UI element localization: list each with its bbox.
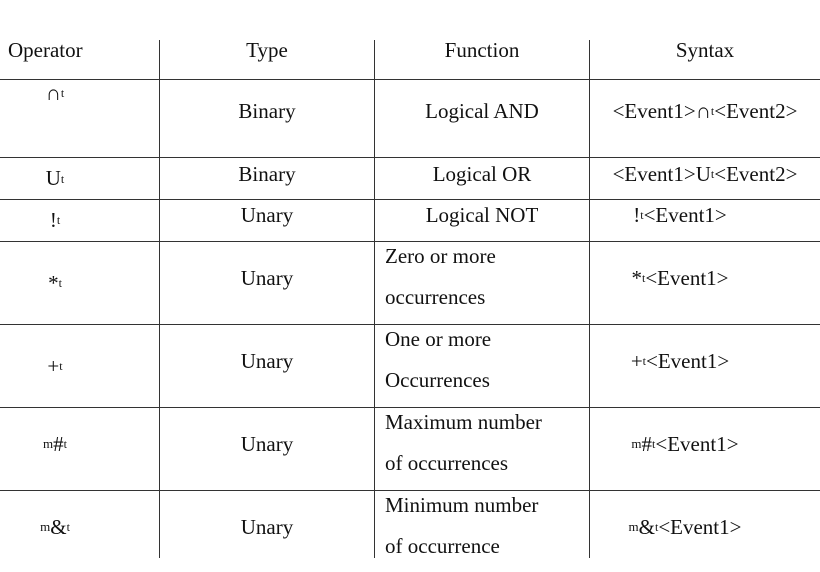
operator-cell: m & t [40,514,70,539]
function-cell [385,485,585,567]
header-operator: Operator [8,37,83,62]
syntax-text: <Event1> [658,514,742,539]
type-cell: Unary [240,431,294,456]
syntax-cell: <Event1>∩ t <Event2> [612,98,798,123]
operator-prefix: m [40,519,51,534]
function-cell [385,402,585,484]
header-syntax: Syntax [675,37,735,62]
operator-cell: m # t [43,431,67,456]
syntax-text: <Event1> [646,348,730,373]
function-line: One or more [385,327,492,351]
header-function: Function [444,37,520,62]
operator-symbol: U [45,166,61,190]
operator-symbol: # [53,431,64,456]
type-cell: Unary [240,514,294,539]
syntax-prefix: m [628,519,639,534]
syntax-cell: * t <Event1> [631,265,729,290]
operator-cell: * t [48,270,62,295]
operator-cell: + t [47,353,63,378]
type-cell: Binary [238,161,296,186]
function-cell [385,319,585,401]
syntax-text: * [631,265,642,290]
syntax-cell: + t <Event1> [630,348,730,373]
operator-symbol: ! [49,207,57,232]
operator-prefix: m [43,436,54,451]
function-cell: Logical NOT [425,202,539,227]
function-line: Occurrences [385,368,490,392]
function-cell: Logical OR [432,161,532,186]
syntax-prefix: m [631,436,642,451]
syntax-text: + [630,348,643,373]
type-cell: Unary [240,202,294,227]
syntax-cell: m # t <Event1> [631,431,739,456]
function-cell [385,236,585,318]
syntax-cell: m & t <Event1> [628,514,742,539]
syntax-text: <Event2> [714,161,798,186]
syntax-text: <Event1>∩ [612,98,711,123]
syntax-text: <Event1> [643,202,727,227]
type-cell: Unary [240,265,294,290]
operator-symbol: & [50,514,67,539]
type-cell: Unary [240,348,294,373]
function-cell: Logical AND [425,98,539,123]
function-line: occurrences [385,285,486,309]
syntax-cell: <Event1>U t <Event2> [612,161,798,186]
syntax-text: ! [633,202,641,227]
operator-cell: ! t [49,207,61,232]
syntax-text: & [638,514,655,539]
table-top-rule [0,79,820,80]
function-line: Zero or more [385,244,496,268]
function-line: Maximum number [385,410,542,434]
syntax-text: <Event1>U [612,161,711,186]
function-line: of occurrences [385,451,509,475]
syntax-text: # [641,431,653,456]
function-line: of occurrence [385,534,500,558]
operator-symbol: * [48,270,59,295]
syntax-cell: ! t <Event1> [633,202,727,227]
syntax-text: <Event1> [655,431,739,456]
function-line: Minimum number [385,493,539,517]
syntax-text: <Event1> [645,265,729,290]
operator-symbol: ∩ [45,80,61,105]
operator-symbol: + [47,353,60,378]
header-type: Type [246,37,288,62]
syntax-text: <Event2> [714,98,798,123]
operator-cell: U t [45,166,65,190]
type-cell: Binary [238,98,296,123]
operator-cell: ∩ t [45,80,65,105]
